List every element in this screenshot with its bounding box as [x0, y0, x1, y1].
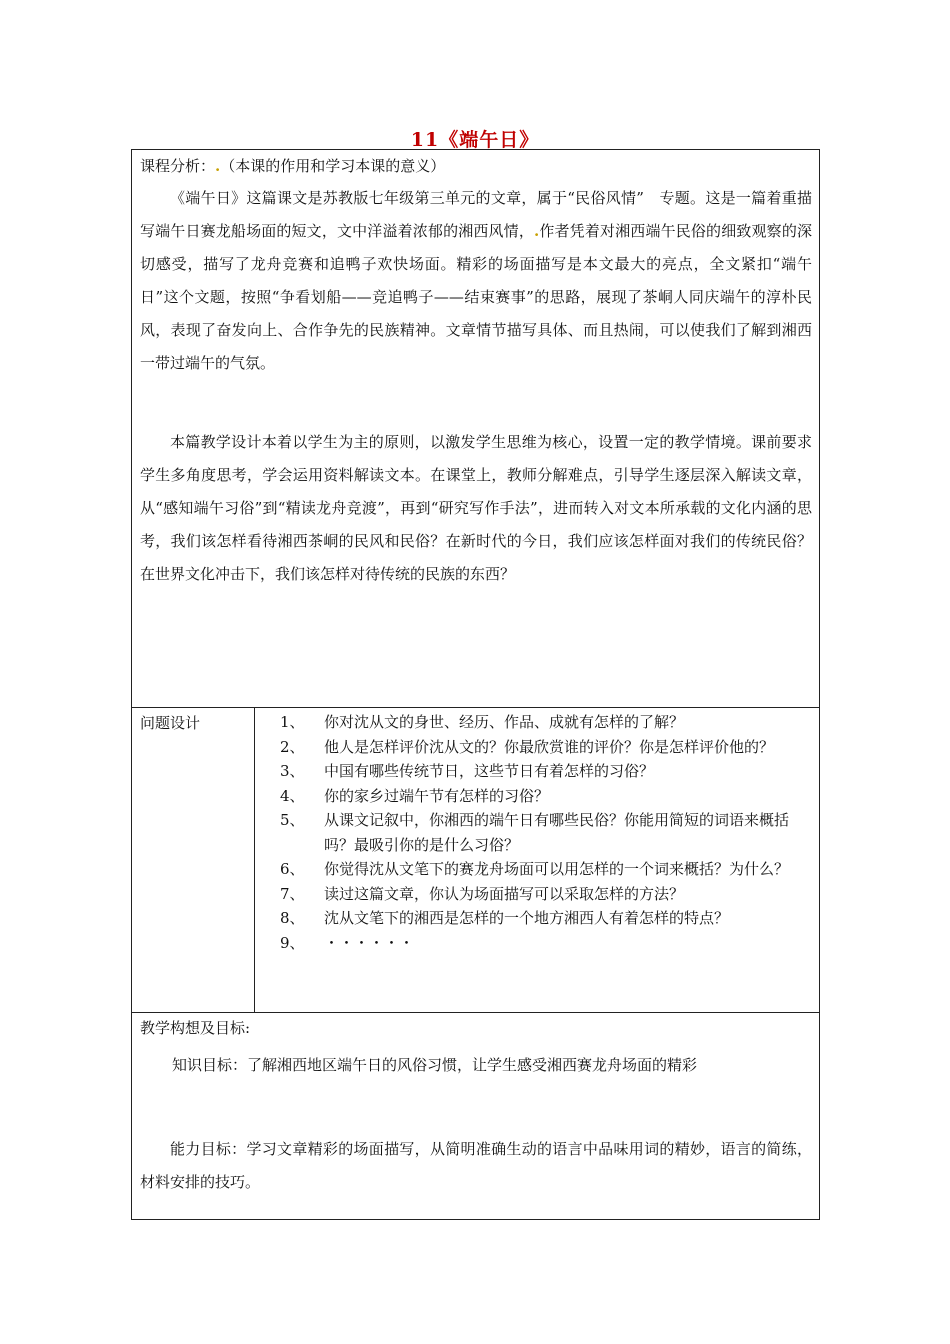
ability-goal: 能力目标：学习文章精彩的场面描写，从简明准确生动的语言中品味用词的精妙，语言的简练，材料安排的技巧。 [140, 1140, 812, 1191]
question-item [280, 759, 800, 784]
question-item [280, 931, 800, 956]
course-analysis-subtitle: （本课的作用和学习本课的意义） [220, 157, 446, 175]
question-number: 1、 [280, 713, 305, 731]
question-item [280, 808, 800, 857]
course-analysis-label: 课程分析： [140, 157, 216, 175]
question-number: 8、 [280, 909, 305, 927]
question-number: 2、 [280, 737, 305, 756]
para1-part-a: 《端午日》这篇课文是苏教版七年级第三单元的文章，属于“民俗风情” 专题。这是一篇着重描写端午日赛龙船场面的短文，文中洋溢着浓郁的湘西风情， [140, 189, 812, 240]
question-item [280, 735, 800, 760]
question-number: 4、 [280, 786, 305, 805]
questions-list [280, 710, 800, 955]
question-text: 从课文记叙中，你湘西的端午日有哪些民俗？你能用简短的词语来概括吗？最吸引你的是什么习俗？ [324, 811, 790, 854]
question-text: 他人是怎样评价沈从文的？你最欣赏谁的评价？你是怎样评价他的？ [324, 737, 775, 756]
question-item [280, 882, 800, 907]
question-text: 你的家乡过端午节有怎样的习俗？ [324, 786, 550, 805]
question-number: 6、 [280, 860, 305, 878]
course-analysis-header [140, 155, 445, 176]
row-divider-2 [132, 1012, 819, 1013]
para1-dot: . [533, 222, 540, 240]
question-number: 3、 [280, 762, 305, 780]
goals-label: 教学构想及目标: [140, 1019, 251, 1037]
course-analysis-dot: . [215, 157, 221, 175]
question-text: 你对沈从文的身世、经历、作品、成就有怎样的了解？ [324, 713, 685, 731]
question-number: 7、 [280, 884, 305, 903]
question-item [280, 710, 800, 735]
question-text: 中国有哪些传统节日，这些节日有着怎样的习俗？ [324, 762, 655, 780]
question-number: 9、 [280, 933, 305, 952]
question-text: 读过这篇文章，你认为场面描写可以采取怎样的方法？ [324, 884, 685, 903]
question-item [280, 906, 800, 931]
course-analysis-paragraph-1 [140, 182, 812, 380]
question-number: 5、 [280, 811, 305, 829]
question-text: 你觉得沈从文笔下的赛龙舟场面可以用怎样的一个词来概括？为什么？ [324, 860, 790, 878]
row-divider-1 [132, 707, 819, 708]
question-item [280, 857, 800, 882]
knowledge-goal: 知识目标：了解湘西地区端午日的风俗习惯，让学生感受湘西赛龙舟场面的精彩 [172, 1056, 698, 1074]
questions-label: 问题设计 [140, 714, 201, 732]
page-title: 11《端午日》 [410, 129, 540, 151]
column-divider [254, 707, 255, 1012]
question-item [280, 784, 800, 809]
course-analysis-paragraph-2: 本篇教学设计本着以学生为主的原则，以激发学生思维为核心，设置一定的教学情境。课前要求学生多角度思考，学会运用资料解读文本。在课堂上，教师分解难点，引导学生逐层深入解读文章，从“感知端午习俗”到“精读龙舟竞渡”，再到“研究写作手法”，进而转入对文本所承载的文化内涵的思考，我们该怎样看待湘西茶峒的民风和民俗？在新时代的今日，我们应该怎样面对我们的传统民俗？在世界文化冲击下，我们该怎样对待传统的民族的东西？ [140, 433, 812, 583]
lesson-table [131, 149, 820, 1220]
para1-part-b: 作者凭着对湘西端午民俗的细致观察的深切感受，描写了龙舟竞赛和追鸭子欢快场面。精彩的场面描写是本文最大的亮点，全文紧扣“端午日”这个文题，按照“争看划船——竞追鸭子——结束赛事”的思路，展现了茶峒人同庆端午的淳朴民风，表现了奋发向上、合作争先的民族精神。文章情节描写具体、而且热闹，可以使我们了解到湘西一带过端午的气氛。 [140, 222, 812, 372]
question-text: 沈从文笔下的湘西是怎样的一个地方湘西人有着怎样的特点？ [324, 909, 730, 927]
question-text: ・・・・・・ [324, 933, 415, 952]
